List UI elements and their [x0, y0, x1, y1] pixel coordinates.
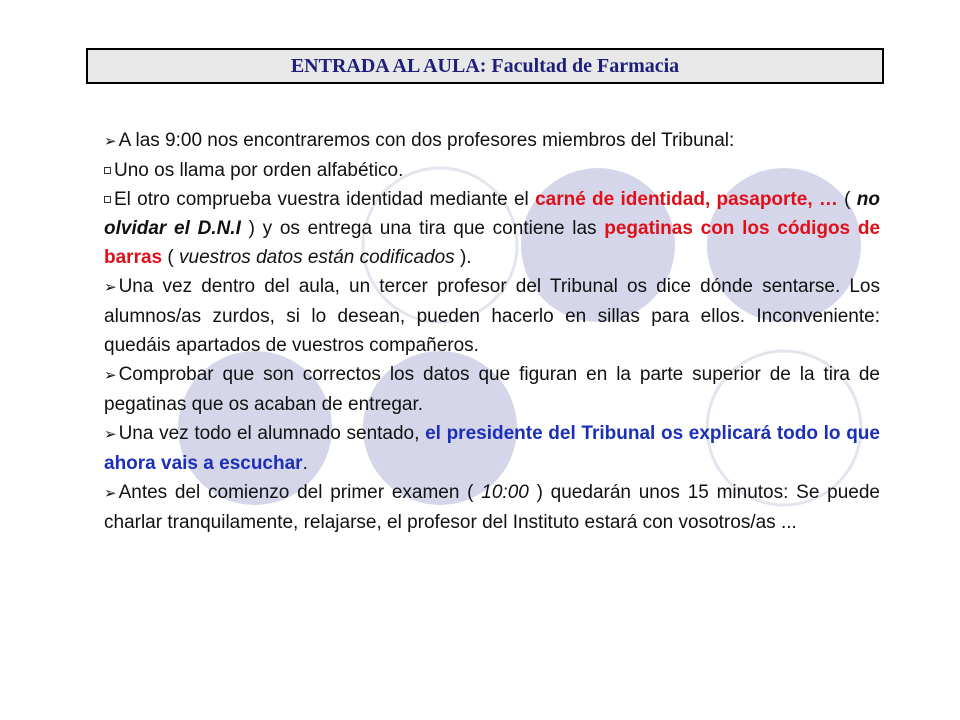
- title-box: [86, 48, 884, 84]
- arrow-bullet-icon: ➢: [104, 426, 117, 443]
- arrow-bullet-icon: ➢: [104, 279, 117, 296]
- list-item-2: ➢ Una vez dentro del aula, un tercer profesor del Tribunal os dice dónde sentarse. Los alumnos/as zurdos, si lo desean, pueden hacerlo en sillas para ellos. Inconveniente: quedáis apartados de vuestros compañeros.: [104, 276, 880, 356]
- list-item-4: ➢ Una vez todo el alumnado sentado, el presidente del Tribunal os explicará todo lo que ahora vais a escuchar.: [104, 423, 880, 474]
- list-item-5: ➢ Antes del comienzo del primer examen ( 10:00 ) quedarán unos 15 minutos: Se puede charlar tranquilamente, relajarse, el profesor del Instituto estará con vosotros/as ...: [104, 482, 880, 533]
- arrow-bullet-icon: ➢: [104, 485, 117, 502]
- square-bullet-icon: [104, 196, 111, 203]
- arrow-bullet-icon: ➢: [104, 367, 117, 384]
- page-title: ENTRADA AL AULA: Facultad de Farmacia: [290, 54, 680, 77]
- sub-item-1: Uno os llama por orden alfabético.: [104, 156, 880, 185]
- list-item-3: ➢ Comprobar que son correctos los datos que figuran en la parte superior de la tira de pegatinas que os acaban de entregar.: [104, 364, 880, 415]
- list-item-1: ➢ A las 9:00 nos encontraremos con dos profesores miembros del Tribunal:: [104, 130, 735, 151]
- content-list: [104, 126, 880, 537]
- arrow-bullet-icon: ➢: [104, 133, 117, 150]
- sub-item-2: El otro comprueba vuestra identidad mediante el carné de identidad, pasaporte, … ( no olvidar el D.N.I ) y os entrega una tira que contiene las pegatinas con los códigos de barras ( vuestros datos están codificados ).: [104, 189, 881, 268]
- square-bullet-icon: [104, 167, 111, 174]
